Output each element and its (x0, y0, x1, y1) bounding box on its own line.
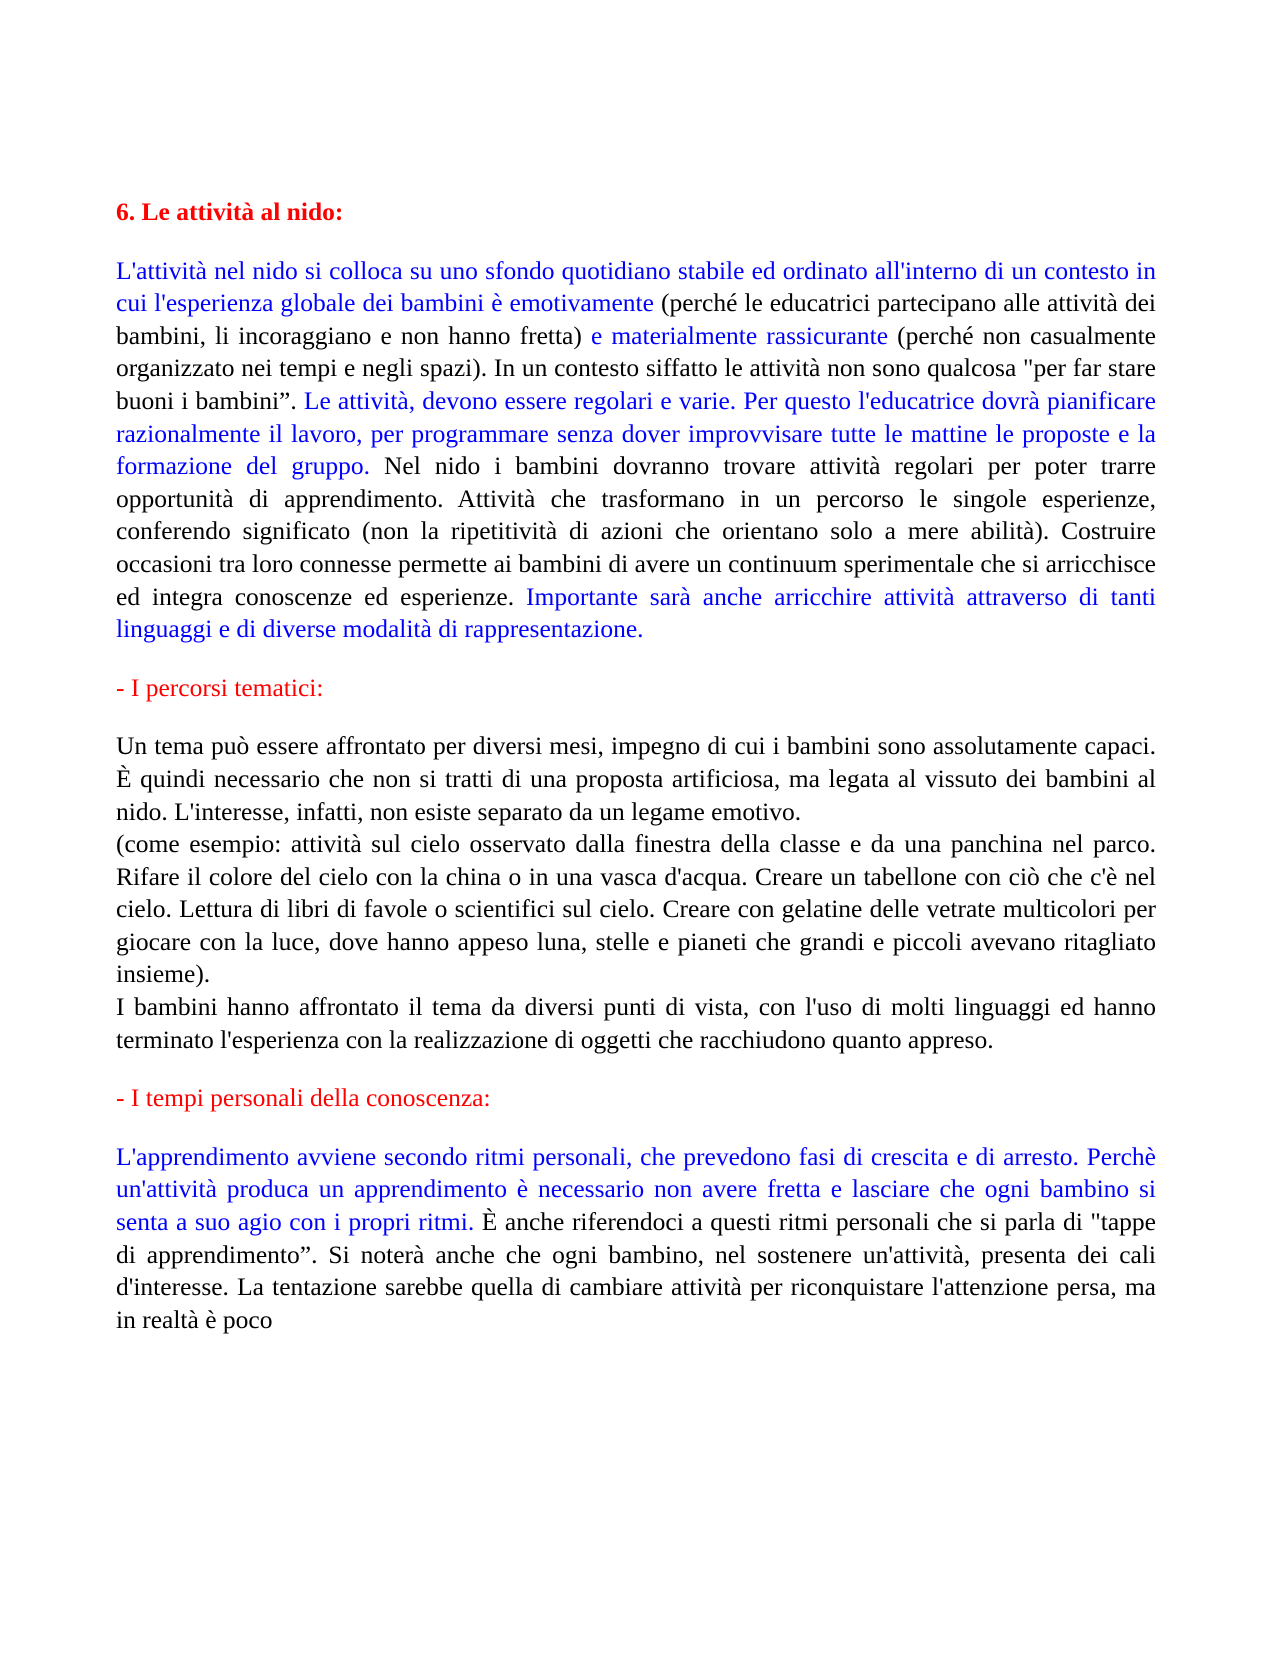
highlighted-text: L'attività nel nido si colloca su uno sfondo quotidiano stabile ed ordinato all'interno di un contesto in cui l'esperienza globale dei bambini è emotivamente (116, 255, 1156, 318)
document-page (116, 196, 1156, 1336)
subsection-title-personal-times: - I tempi personali della conoscenza: (116, 1083, 491, 1113)
highlighted-text: L'apprendimento avviene secondo ritmi personali, che prevedono fasi di crescita e di arresto. Perchè un'attività produca un apprendimento è necessario non avere fretta e lasciare che ogni bambino si senta a suo agio con i propri ritmi. (116, 1141, 1156, 1237)
section-title: 6. Le attività al nido: (116, 197, 344, 226)
body-text: Nel nido i bambini dovranno trovare attività regolari per poter trarre opportunità di apprendimento. Attività che trasformano in un percorso le singole esperienze, conferendo significato (non la ripetitività di azioni che orientano solo a mere abilità). Costruire occasioni tra loro connesse permette ai bambini di avere un continuum sperimentale che si arricchisce ed integra conoscenze ed esperienze. (116, 451, 1156, 611)
paragraph-example: (come esempio: attività sul cielo osservato dalla finestra della classe e da una panchina nel parco. Rifare il colore del cielo con la china o in una vasca d'acqua. Creare un tabellone con ciò che c'è nel cielo. Lettura di libri di favole o scientifici sul cielo. Creare con gelatine delle vetrate multicolori per giocare con la luce, dove hanno appeso luna, stelle e pianeti che grandi e piccoli avevano ritagliato insieme). (116, 829, 1156, 989)
body-text: (perché non casualmente organizzato nei tempi e negli spazi). In un contesto siffatto le attività non sono qualcosa "per far stare buoni i bambini”. (116, 320, 1156, 415)
highlighted-text: Le attività, devono essere regolari e varie. Per questo l'educatrice dovrà pianificare razionalmente il lavoro, per programmare senza dover improvvisare tutte le mattine le proposte e la formazione del gruppo. (116, 385, 1156, 481)
paragraph-theme: Un tema può essere affrontato per diversi mesi, impegno di cui i bambini sono assolutamente capaci. È quindi necessario che non si tratti di una proposta artificiosa, ma legata al vissuto dei bambini al nido. L'interesse, infatti, non esiste separato da un legame emotivo. (116, 731, 1156, 826)
subsection-title-thematic: - I percorsi tematici: (116, 672, 324, 702)
body-text: (perché le educatrici partecipano alle attività dei bambini, li incoraggiano e non hanno fretta) (116, 288, 1156, 350)
highlighted-text: Importante sarà anche arricchire attività attraverso di tanti linguaggi e di diverse modalità di rappresentazione. (116, 581, 1156, 644)
paragraph-learning-rhythms (116, 1141, 1156, 1337)
paragraph-activities (116, 255, 1156, 646)
body-text: È anche riferendoci a questi ritmi personali che si parla di "tappe di apprendimento”. Si noterà anche che ogni bambino, nel sostenere un'attività, presenta dei cali d'interesse. La tentazione sarebbe quella di cambiare attività per riconquistare l'attenzione persa, ma in realtà è poco (116, 1207, 1157, 1334)
paragraph-outcome: I bambini hanno affrontato il tema da diversi punti di vista, con l'uso di molti linguaggi ed hanno terminato l'esperienza con la realizzazione di oggetti che racchiudono quanto appreso. (116, 992, 1156, 1054)
highlighted-text: e materialmente rassicurante (590, 320, 889, 350)
